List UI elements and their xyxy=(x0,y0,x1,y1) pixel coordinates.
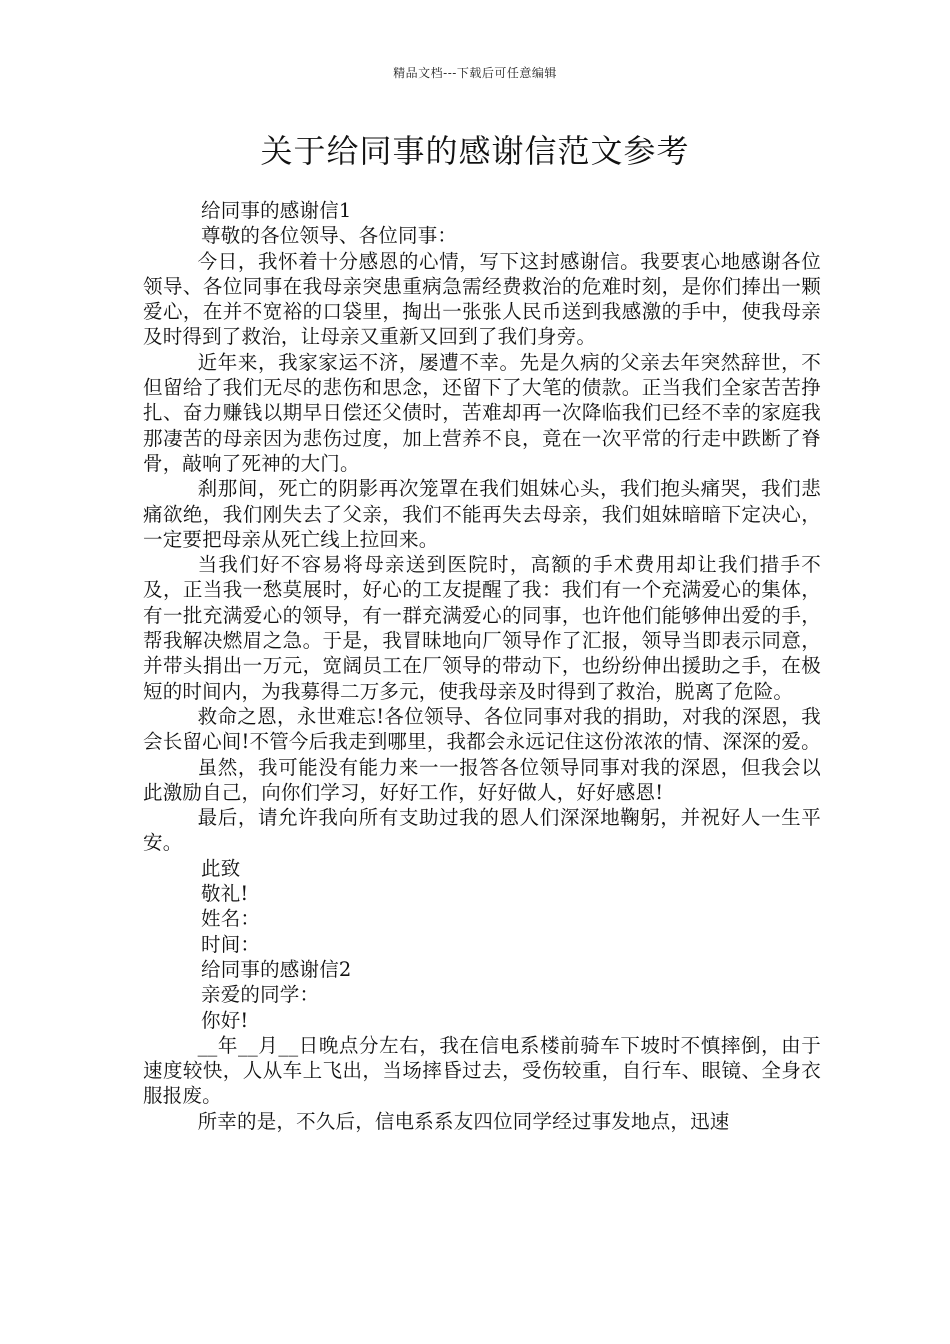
section-heading-2: 给同事的感谢信2 xyxy=(201,957,352,981)
document-body xyxy=(143,198,821,1134)
signature-date: 时间： xyxy=(201,932,261,956)
closing-line: 此致 xyxy=(201,856,241,880)
body-paragraph: 虽然，我可能没有能力来一一报答各位领导同事对我的深恩，但我会以此激励自己，向你们学习，好好工作，好好做人，好好感恩! xyxy=(143,755,821,804)
body-paragraph: 近年来，我家家运不济，屡遭不幸。先是久病的父亲去年突然辞世，不但留给了我们无尽的悲伤和思念，还留下了大笔的债款。正当我们全家苦苦挣扎、奋力赚钱以期早日偿还父债时，苦难却再一次降临我们已经不幸的家庭我那凄苦的母亲因为悲伤过度，加上营养不良，竟在一次平常的行走中跌断了脊骨，敲响了死神的大门。 xyxy=(143,350,821,475)
document-title: 关于给同事的感谢信范文参考 xyxy=(260,132,690,170)
body-paragraph: 当我们好不容易将母亲送到医院时，高额的手术费用却让我们措手不及，正当我一愁莫展时，好心的工友提醒了我：我们有一个充满爱心的集体，有一批充满爱心的领导，有一群充满爱心的同事，也许他们能够伸出爱的手，帮我解决燃眉之急。于是，我冒昧地向厂领导作了汇报，领导当即表示同意，并带头捐出一万元，宽阔员工在厂领导的带动下，也纷纷伸出援助之手，在极短的时间内，为我募得二万多元，使我母亲及时得到了救治，脱离了危险。 xyxy=(143,553,821,703)
body-paragraph: 救命之恩，永世难忘!各位领导、各位同事对我的捐助，对我的深恩，我会长留心间!不管今后我走到哪里，我都会永远记住这份浓浓的情、深深的爱。 xyxy=(143,704,821,754)
closing-line: 敬礼! xyxy=(201,882,249,906)
salutation-2: 亲爱的同学： xyxy=(201,983,320,1007)
body-paragraph: __年__月__日晚点分左右，我在信电系楼前骑车下坡时不慎摔倒，由于速度较快，人从车上飞出，当场摔昏过去，受伤较重，自行车、眼镜、全身衣服报废。 xyxy=(143,1033,821,1108)
header-note: 精品文档---下载后可任意编辑 xyxy=(393,66,557,80)
body-paragraph: 最后，请允许我向所有支助过我的恩人们深深地鞠躬，并祝好人一生平安。 xyxy=(143,806,821,855)
salutation-1: 尊敬的各位领导、各位同事： xyxy=(201,224,458,248)
body-paragraph: 所幸的是，不久后，信电系系友四位同学经过事发地点，迅速 xyxy=(197,1109,730,1133)
greeting: 你好! xyxy=(201,1008,249,1032)
body-paragraph: 刹那间，死亡的阴影再次笼罩在我们姐妹心头，我们抱头痛哭，我们悲痛欲绝，我们刚失去了父亲，我们不能再失去母亲，我们姐妹暗暗下定决心，一定要把母亲从死亡线上拉回来。 xyxy=(143,477,821,551)
section-heading-1: 给同事的感谢信1 xyxy=(201,199,352,222)
signature-name: 姓名： xyxy=(201,907,261,931)
body-paragraph: 今日，我怀着十分感恩的心情，写下这封感谢信。我要衷心地感谢各位领导、各位同事在我母亲突患重病急需经费救治的危难时刻，是你们捧出一颗爱心，在并不宽裕的口袋里，掏出一张张人民币送到我感激的手中，使我母亲及时得到了救治，让母亲又重新又回到了我们身旁。 xyxy=(143,249,821,349)
